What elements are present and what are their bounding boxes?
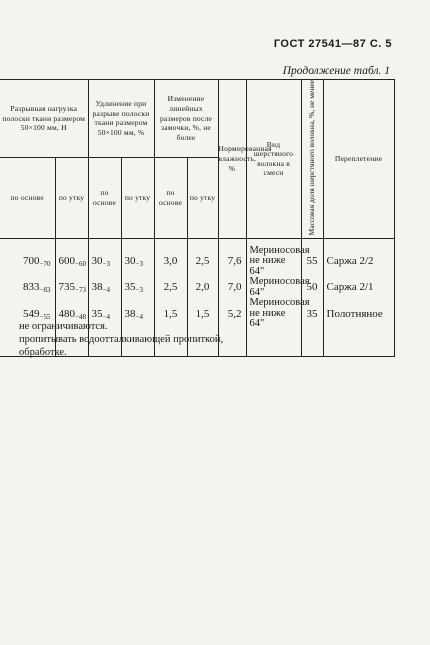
header-load-weft: по утку <box>55 157 88 238</box>
separator-row <box>0 238 394 246</box>
load-weft-cell: 600−60 <box>55 246 88 278</box>
header-row-top <box>0 80 394 158</box>
header-elong-warp: по основе <box>88 157 121 238</box>
header-moisture: Нормированная влажность, % <box>218 80 246 239</box>
footer-line: не ограничиваются. <box>19 321 108 332</box>
footer-line: пропитывать водоотталкивающей пропиткой, <box>19 334 224 345</box>
weave-cell: Саржа 2/2 <box>323 246 394 278</box>
wool-share-cell: 35 <box>301 298 323 330</box>
moisture-cell: 7,6 <box>218 246 246 278</box>
load-warp-cell: 700−70 <box>0 246 55 278</box>
dim-weft-cell: 2,5 <box>187 246 218 278</box>
header-dim-weft: по утку <box>187 157 218 238</box>
header-load-warp: по основе <box>0 157 55 238</box>
fiber-cell: Мериносовая не ниже 64" <box>246 246 301 278</box>
header-elongation: Удлинение при разрыве полоски ткани размером 50×100 мм, % <box>88 80 154 158</box>
dim-warp-cell: 3,0 <box>154 246 187 278</box>
header-weave: Переплетение <box>323 80 394 239</box>
elong-weft-cell: 30−3 <box>121 246 154 278</box>
load-weft-cell: 735−73 <box>55 277 88 298</box>
header-dim-warp: по основе <box>154 157 187 238</box>
wool-share-cell: 50 <box>301 277 323 298</box>
table-continuation-label: Продолжение табл. 1 <box>282 65 390 77</box>
load-warp-cell: 549−55 <box>0 298 55 330</box>
elong-warp-cell: 35−4 <box>88 298 121 330</box>
header-fiber-type: Вид шерстяного волокна в смеси <box>246 80 301 239</box>
dim-weft-cell: 1,5 <box>187 298 218 330</box>
header-wool-share: Массовая доля шерстяного волокна, %, не менее <box>301 80 323 239</box>
fiber-cell: Мериносовая не ниже 64" <box>246 298 301 330</box>
load-weft-cell: 480−48 <box>55 298 88 330</box>
elong-weft-cell: 38−4 <box>121 298 154 330</box>
weave-cell: Саржа 2/1 <box>323 277 394 298</box>
weave-cell: Полотняное <box>323 298 394 330</box>
moisture-cell: 7,0 <box>218 277 246 298</box>
header-dimension-change: Изменение линейных размеров после замочки, %, не более <box>154 80 218 158</box>
header-elong-weft: по утку <box>121 157 154 238</box>
load-warp-cell: 833−83 <box>0 277 55 298</box>
specs-table <box>0 79 395 357</box>
header-breaking-load: Разрывная нагрузка полоски ткани размером 50×100 мм, Н <box>0 80 88 158</box>
elong-warp-cell: 30−3 <box>88 246 121 278</box>
dim-warp-cell: 2,5 <box>154 277 187 298</box>
footer-line: обработке. <box>19 347 67 358</box>
dim-warp-cell: 1,5 <box>154 298 187 330</box>
table-row <box>0 246 394 278</box>
elong-warp-cell: 38−4 <box>88 277 121 298</box>
fiber-cell: Мериносовая 64" <box>246 277 301 298</box>
elong-weft-cell: 35−3 <box>121 277 154 298</box>
moisture-cell: 5,2 <box>218 298 246 330</box>
table-row <box>0 277 394 298</box>
footer-notes <box>19 320 223 359</box>
page-header: ГОСТ 27541—87 С. 5 <box>273 38 392 50</box>
wool-share-cell: 55 <box>301 246 323 278</box>
dim-weft-cell: 2,0 <box>187 277 218 298</box>
